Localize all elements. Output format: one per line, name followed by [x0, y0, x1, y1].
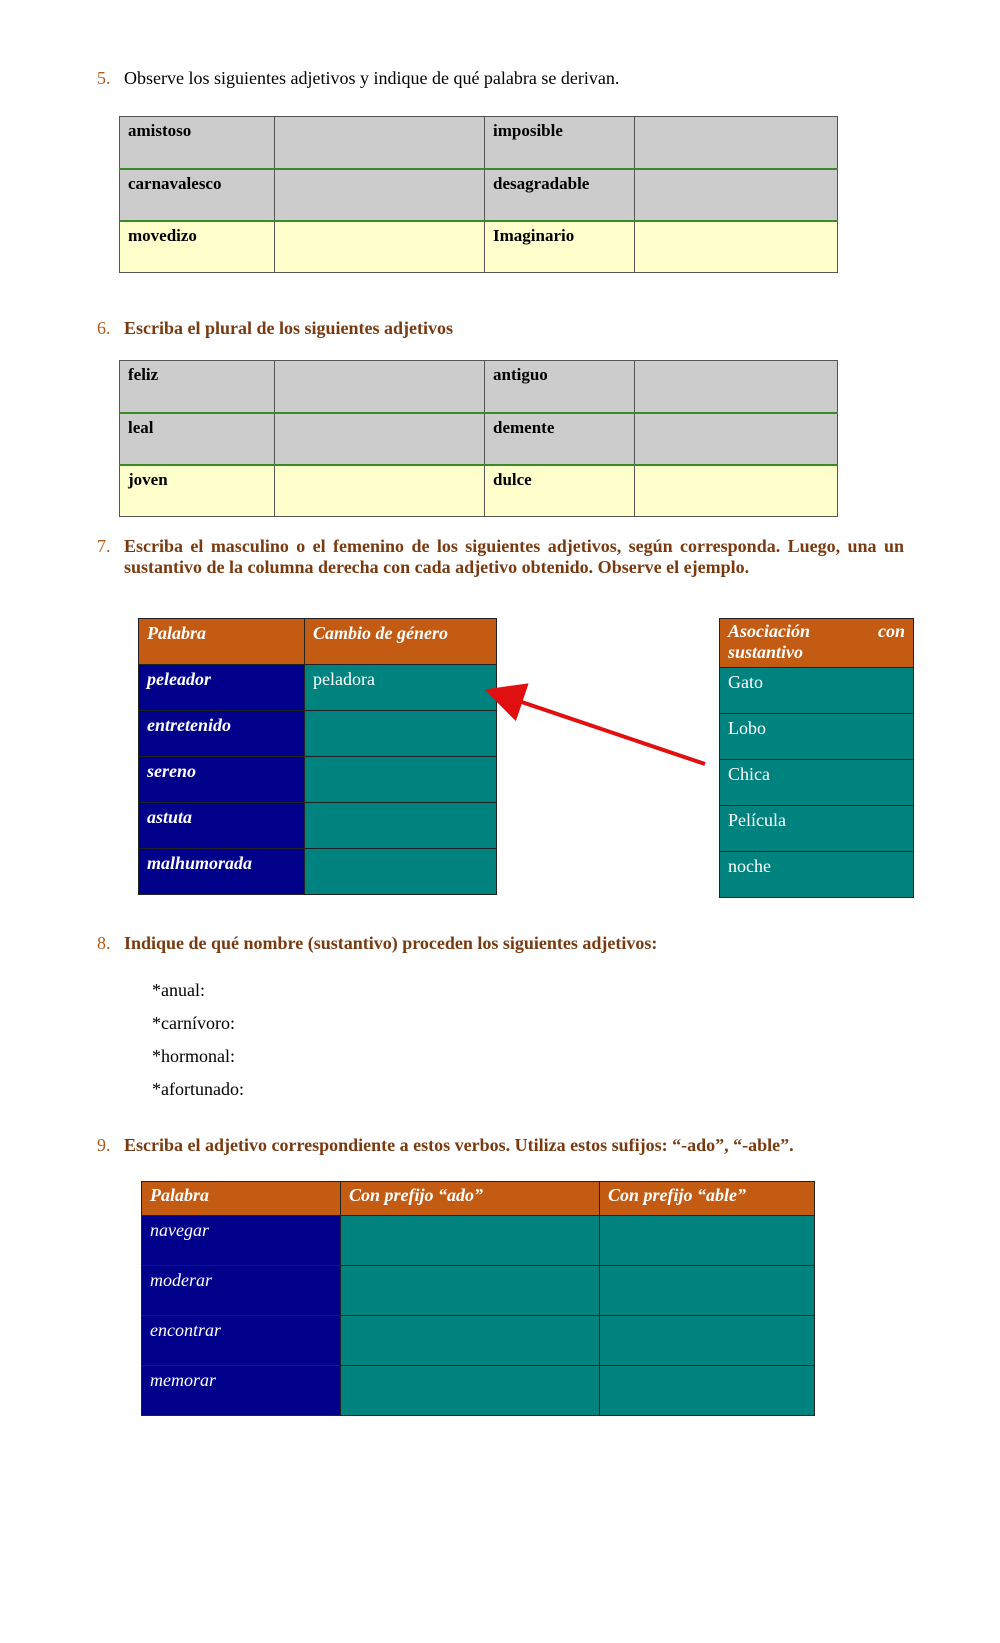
column-header: Con prefijo “able” — [600, 1182, 815, 1216]
adjective-cell: movedizo — [120, 221, 275, 273]
adjective-cell: dulce — [485, 465, 635, 517]
noun-cell[interactable]: Película — [720, 806, 914, 852]
answer-cell[interactable] — [600, 1266, 815, 1316]
q9-table — [141, 1181, 815, 1416]
table-header-row — [142, 1182, 815, 1216]
verb-cell: moderar — [142, 1266, 341, 1316]
answer-cell[interactable] — [341, 1266, 600, 1316]
list-item: *anual: — [152, 980, 205, 1000]
column-header: Cambio de género — [305, 619, 497, 665]
verb-cell: encontrar — [142, 1316, 341, 1366]
word-cell: peleador — [139, 665, 305, 711]
q9-text: Escriba el adjetivo correspondiente a estos verbos. Utiliza estos sufijos: “-ado”, “-able”. — [124, 1135, 794, 1155]
q5-text: Observe los siguientes adjetivos y indique de qué palabra se derivan. — [124, 68, 620, 88]
verb-cell: navegar — [142, 1216, 341, 1266]
column-header: Palabra — [142, 1182, 341, 1216]
assoc-header-part: Asociación — [728, 621, 811, 641]
word-cell: astuta — [139, 803, 305, 849]
q7-number: 7. — [97, 536, 111, 556]
answer-cell[interactable] — [600, 1316, 815, 1366]
q6-number: 6. — [97, 318, 111, 338]
adjective-cell: feliz — [120, 361, 275, 413]
adjective-cell: imposible — [485, 117, 635, 169]
column-header: Con prefijo “ado” — [341, 1182, 600, 1216]
adjective-cell: desagradable — [485, 169, 635, 221]
answer-cell[interactable] — [341, 1366, 600, 1416]
adjective-cell: carnavalesco — [120, 169, 275, 221]
list-item: *afortunado: — [152, 1079, 244, 1099]
adjective-cell: antiguo — [485, 361, 635, 413]
list-item: *carnívoro: — [152, 1013, 235, 1033]
noun-cell[interactable]: noche — [720, 852, 914, 898]
column-header: Palabra — [139, 619, 305, 665]
answer-cell[interactable] — [341, 1316, 600, 1366]
q5-number: 5. — [97, 68, 111, 88]
table-row — [142, 1316, 815, 1366]
answer-cell[interactable] — [600, 1366, 815, 1416]
table-row — [142, 1366, 815, 1416]
list-item: *hormonal: — [152, 1046, 235, 1066]
table-row — [142, 1216, 815, 1266]
adjective-cell: leal — [120, 413, 275, 465]
word-cell: malhumorada — [139, 849, 305, 895]
q9-number: 9. — [97, 1135, 111, 1155]
adjective-cell: Imaginario — [485, 221, 635, 273]
q8-text: Indique de qué nombre (sustantivo) proceden los siguientes adjetivos: — [124, 933, 658, 953]
q8-number: 8. — [97, 933, 111, 953]
noun-cell[interactable]: Gato — [720, 668, 914, 714]
assoc-header-part: sustantivo — [728, 642, 804, 662]
table-row — [142, 1266, 815, 1316]
answer-cell[interactable]: peladora — [305, 665, 497, 711]
assoc-header-part: con — [878, 621, 905, 641]
adjective-cell: joven — [120, 465, 275, 517]
word-cell: sereno — [139, 757, 305, 803]
adjective-cell: demente — [485, 413, 635, 465]
answer-cell[interactable] — [600, 1216, 815, 1266]
q6-text: Escriba el plural de los siguientes adjetivos — [124, 318, 454, 338]
q7-text: Escriba el masculino o el femenino de los siguientes adjetivos, según corresponda. Luego, una un sustantivo de la columna derecha con cada adjetivo obtenido. Observe el ejemplo. — [124, 536, 904, 577]
verb-cell: memorar — [142, 1366, 341, 1416]
arrow-line — [492, 692, 705, 764]
word-cell: entretenido — [139, 711, 305, 757]
answer-cell[interactable] — [341, 1216, 600, 1266]
adjective-cell: amistoso — [120, 117, 275, 169]
noun-cell[interactable]: Chica — [720, 760, 914, 806]
noun-cell[interactable]: Lobo — [720, 714, 914, 760]
